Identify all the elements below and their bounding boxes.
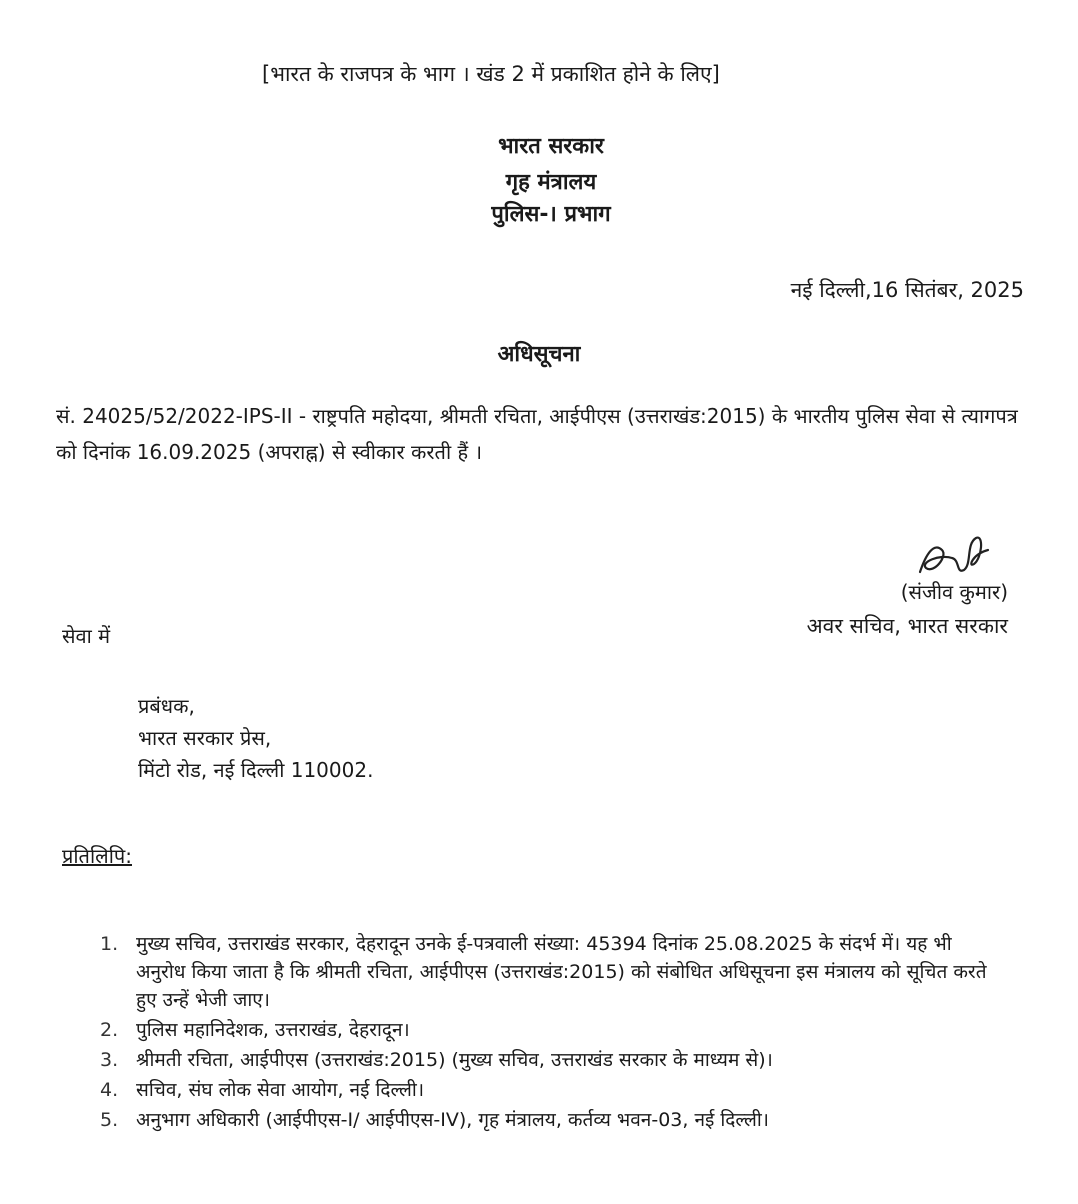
list-item-number: 5. bbox=[100, 1109, 119, 1131]
list-item-text: सचिव, संघ लोक सेवा आयोग, नई दिल्ली। bbox=[136, 1079, 425, 1101]
list-item-text: पुलिस महानिदेशक, उत्तराखंड, देहरादून। bbox=[136, 1019, 410, 1041]
addressee-line-2: भारत सरकार प्रेस, bbox=[138, 726, 272, 750]
list-item-number: 1. bbox=[100, 933, 119, 955]
list-item-number: 2. bbox=[100, 1019, 119, 1041]
list-item bbox=[100, 1076, 1000, 1104]
list-item-text: अनुभाग अधिकारी (आईपीएस-I/ आईपीएस-IV), गृह मंत्रालय, कर्तव्य भवन-03, नई दिल्ली। bbox=[136, 1109, 769, 1131]
signatory-name: (संजीव कुमार) bbox=[900, 580, 1008, 604]
list-item-number: 3. bbox=[100, 1049, 119, 1071]
dateline: नई दिल्ली,16 सितंबर, 2025 bbox=[790, 278, 1024, 302]
addressee-line-1: प्रबंधक, bbox=[138, 694, 195, 718]
header-division: पुलिस-। प्रभाग bbox=[491, 202, 611, 227]
list-item bbox=[100, 930, 1000, 1014]
notification-title: अधिसूचना bbox=[497, 342, 581, 367]
header-ministry: गृह मंत्रालय bbox=[505, 170, 597, 195]
notification-body: सं. 24025/52/2022-IPS-II - राष्ट्रपति महोदया, श्रीमती रचिता, आईपीएस (उत्तराखंड:2015) के भारतीय पुलिस सेवा से त्यागपत्र को दिनांक 16.09.2025 (अपराह्न) से स्वीकार करती हैं । bbox=[56, 404, 1018, 464]
addressee-salutation: सेवा में bbox=[62, 624, 111, 648]
list-item bbox=[100, 1046, 1000, 1074]
copy-list bbox=[100, 930, 1000, 1136]
list-item bbox=[100, 1016, 1000, 1044]
list-item-number: 4. bbox=[100, 1079, 119, 1101]
list-item bbox=[100, 1106, 1000, 1134]
signatory-designation: अवर सचिव, भारत सरकार bbox=[806, 614, 1008, 638]
header-government: भारत सरकार bbox=[498, 134, 604, 159]
list-item-text: श्रीमती रचिता, आईपीएस (उत्तराखंड:2015) (मुख्य सचिव, उत्तराखंड सरकार के माध्यम से)। bbox=[136, 1049, 773, 1071]
copy-heading: प्रतिलिपि: bbox=[62, 844, 132, 868]
list-item-text: मुख्य सचिव, उत्तराखंड सरकार, देहरादून उनके ई-पत्रवाली संख्या: 45394 दिनांक 25.08.2025 के संदर्भ में। यह भी अनुरोध किया जाता है कि श्रीमती रचिता, आईपीएस (उत्तराखंड:2015) को संबोधित अधिसूचना इस मंत्रालय को सूचित करते हुए उन्हें भेजी जाए। bbox=[136, 933, 987, 1011]
addressee-line-3: मिंटो रोड, नई दिल्ली 110002. bbox=[138, 758, 374, 782]
gazette-note: [भारत के राजपत्र के भाग । खंड 2 में प्रकाशित होने के लिए] bbox=[262, 62, 720, 86]
